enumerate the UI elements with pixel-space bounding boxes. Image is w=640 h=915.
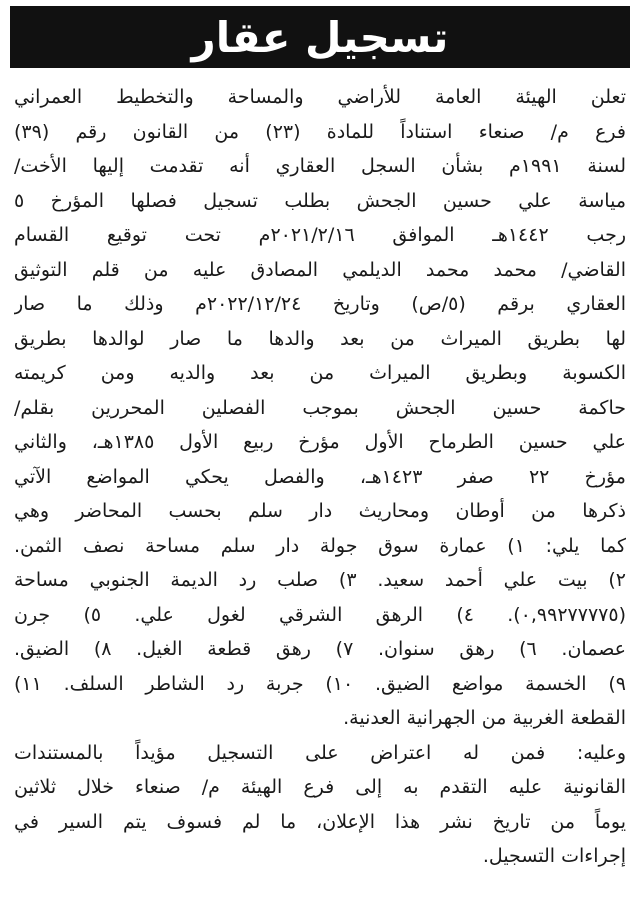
notice-line: حاكمة حسين الجحش بموجب الفصلين المحررين بقلم/ [14,396,626,419]
notice-line: علي حسين الطرماح الأول مؤرخ ربيع الأول ١٣٨٥هـ، والثاني [14,431,626,453]
notice-line: عصمان. ٦) رهق سنوان. ٧) رهق قطعة الغيل. ٨) الضيق. [14,638,626,660]
notice-title: تسجيل عقار [10,6,630,68]
notice-line: رجب ١٤٤٢هـ الموافق ٢٠٢١/٢/١٦م تحت توقيع القسام [14,224,626,246]
notice-line: مياسة علي حسين الجحش بطلب تسجيل فصلها المؤرخ ٥ [14,189,626,212]
notice-line: يوماً من تاريخ نشر هذا الإعلان، ما لم فسوف يتم السير في [14,810,626,833]
notice-line: كما يلي: ١) عمارة سوق جولة دار سلم مساحة نصف الثمن. [14,534,626,557]
notice-line: لسنة ١٩٩١م بشأن السجل العقاري أنه تقدمت إليها الأخت/ [14,155,626,177]
notice-line: تعلن الهيئة العامة للأراضي والمساحة والتخطيط العمراني [14,86,626,108]
notice-line: القطعة الغربية من الجهرانية العدنية. [343,707,626,729]
notice-line: لها بطريق الميراث من بعد والدها ما صار لوالدها بطريق [14,327,626,350]
notice-line: فرع م/ صنعاء استناداً للمادة (٢٣) من القانون رقم (٣٩) [14,120,626,143]
notice-line: ذكرها من أوطان ومحاريث دار سلم بحسب المحاضر وهي [14,500,626,522]
notice-line: (٠,٩٩٢٧٧٧٧٥). ٤) الرهق الشرقي لغول علي. ٥) جرن [14,603,626,626]
notice-body [14,80,626,874]
notice-line: ٢) بيت علي أحمد سعيد. ٣) صلب رد الديمة الجنوبي مساحة [14,569,626,591]
notice-line: العقاري برقم (٥/ص) وتاريخ ٢٠٢٢/١٢/٢٤م وذلك ما صار [14,293,626,315]
notice-line: وعليه: فمن له اعتراض على التسجيل مؤيداً بالمستندات [14,741,626,764]
notice-line: الكسوبة وبطريق الميراث من بعد والديه ومن كريمته [14,362,626,384]
notice-line: ٩) الخسمة مواضع الضيق. ١٠) جربة رد الشاطر السلف. ١١) [14,672,626,695]
notice-line: مؤرخ ٢٢ صفر ١٤٢٣هـ، والفصل يحكي المواضع الآتي [14,465,626,488]
notice-line: القانونية عليه التقدم به إلى فرع الهيئة م/ صنعاء خلال ثلاثين [14,776,626,798]
notice-line: إجراءات التسجيل. [482,845,626,867]
notice-line: القاضي/ محمد محمد الديلمي المصادق عليه من قلم التوثيق [14,258,626,281]
